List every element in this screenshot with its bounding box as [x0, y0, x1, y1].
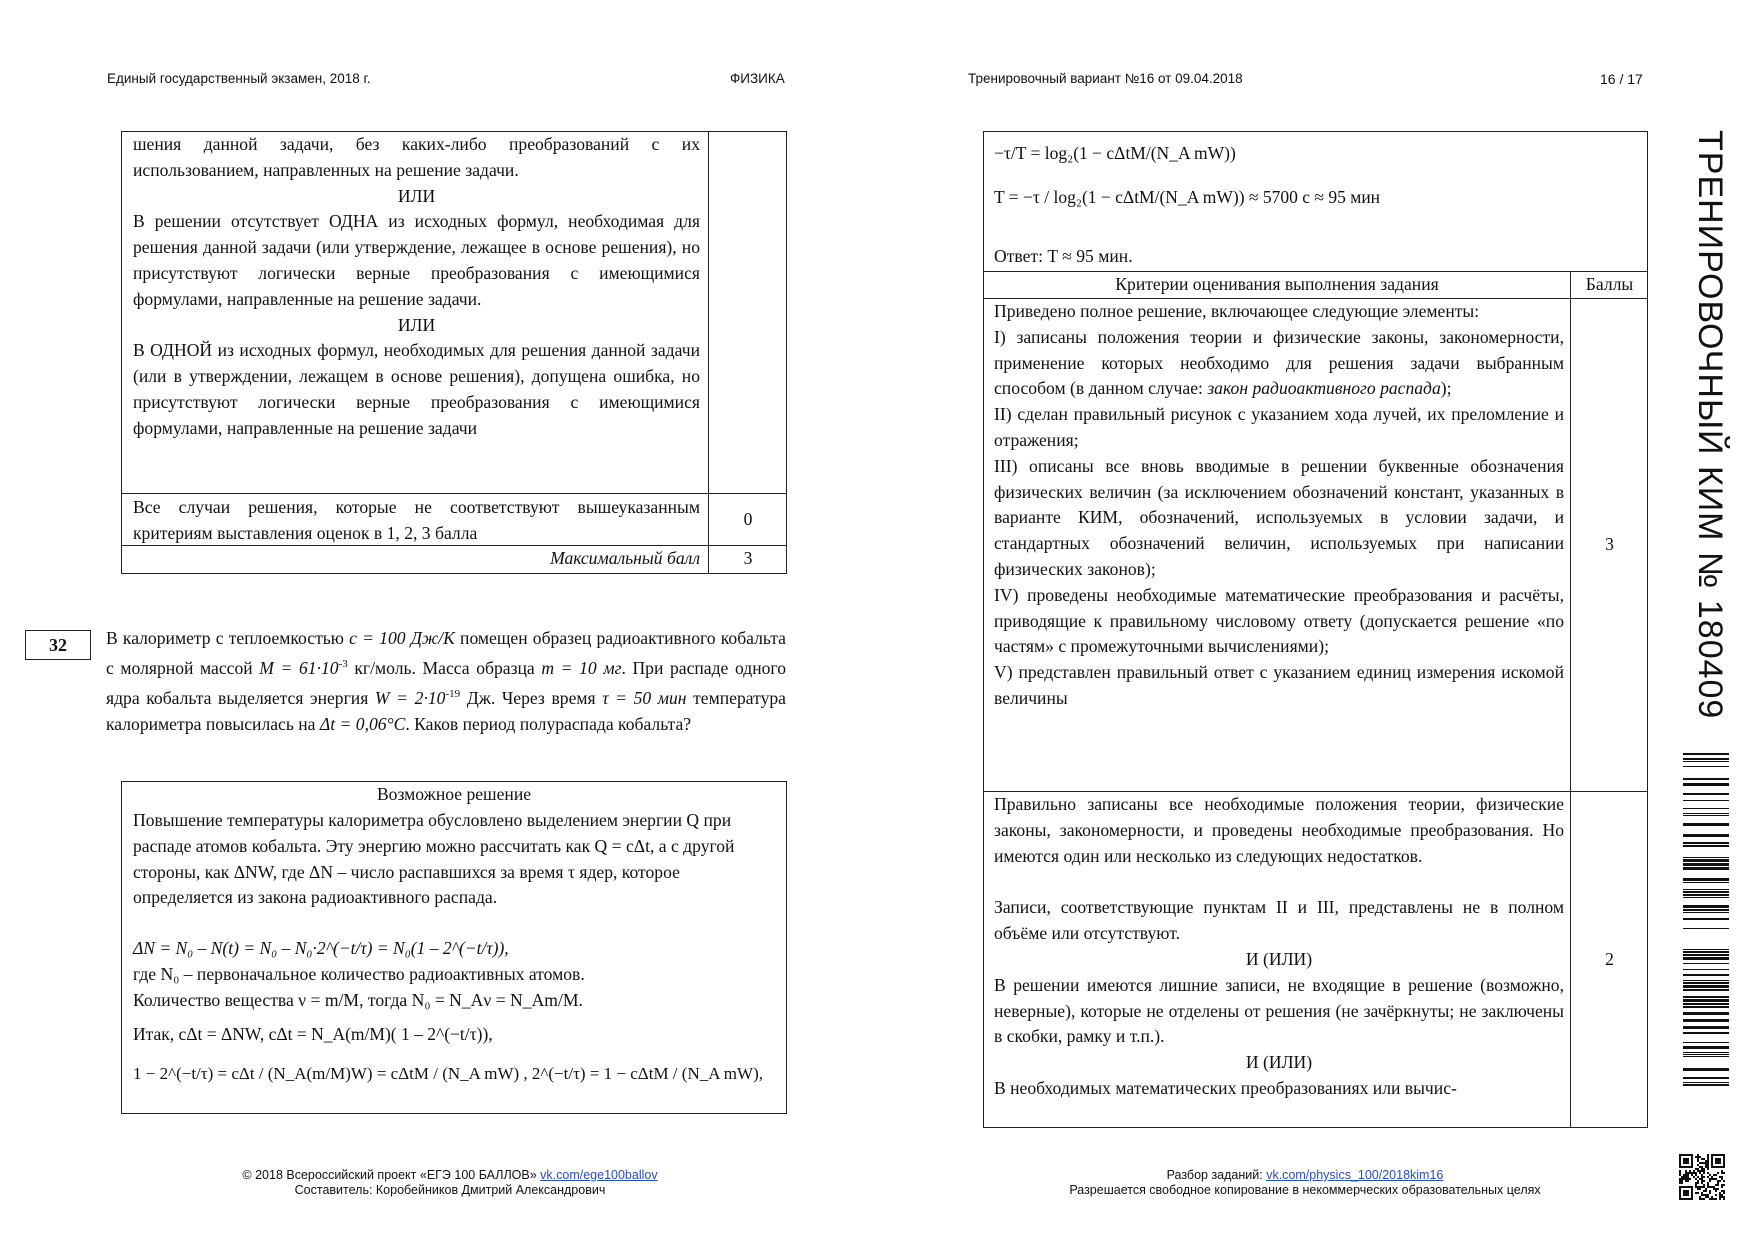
solution-paragraph-3: Количество вещества ν = m/M, тогда N₀ = N_Aν = N_Am/M. [133, 990, 583, 1010]
left-criteria-table [121, 131, 787, 574]
solution-title: Возможное решение [376, 784, 532, 804]
right-criteria-table [983, 131, 1648, 1128]
answer: Ответ: T ≈ 95 мин. [994, 246, 1133, 266]
footer-link-analysis[interactable]: vk.com/physics_100/2018kim16 [1266, 1168, 1444, 1182]
formula-log: −τ/T = log₂(1 − cΔtM/(N_A mW)) [994, 143, 1236, 163]
page-number: 16 / 17 [1600, 71, 1643, 87]
score-2: 2 [1605, 949, 1614, 969]
criteria-header: Критерии оценивания выполнения задания [1115, 274, 1439, 294]
criteria-score-3: Приведено полное решение, включающее следующие элементы: I) записаны положения теории и физические законы, закономерности, применение которых необходимо для решения задачи выбранным способом (в данном случае: закон радиоактивного распада); II) сделан правильный рисунок с указанием хода лучей, их преломление и отражения; III) описаны все вновь вводимые в решении буквенные обозначения физических величин (за исключением обозначений констант, указанных в варианте КИМ, обозначений, используемых в условии задачи, и стандартных обозначений величин, используемых при написании физических законов); IV) проведены необходимые математические преобразования и расчёты, приводящие к правильному числовому ответу (допускается решение «по частям» с промежуточными вычислениями); V) представлен правильный ответ с указанием единиц измерения искомой величины [994, 301, 1564, 708]
footer-right: Разбор заданий: vk.com/physics_100/2018kim16 Разрешается свободное копирование в некоммерческих образовательных целях [1069, 1168, 1541, 1197]
header-left: Единый государственный экзамен, 2018 г. [107, 71, 371, 86]
footer-left: © 2018 Всероссийский проект «ЕГЭ 100 БАЛЛОВ» vk.com/ege100ballov Составитель: Коробейников Дмитрий Александрович [242, 1168, 658, 1197]
score-0: 0 [743, 509, 753, 529]
qr-code-image [1679, 1154, 1725, 1200]
formula-energy: Итак, cΔt = ΔNW, cΔt = N_A(m/M)( 1 – 2^(−t/τ)), [133, 1024, 493, 1044]
max-score-label: Максимальный балл [550, 548, 700, 568]
problem-text: В калориметр с теплоемкостью c = 100 Дж/К помещен образец радиоактивного кобальта с молярной массой $M = 61\cdot 10^{-3}$ кг/моль. Масса образца m = 10 мг. При распаде одного ядра кобальта выделяется энергия $W = 2\cdot 10^{-19}$ Дж. Через время τ = 50 мин температура калориметра повысилась на Δt = 0,06°С. Каков период полураспада кобальта? [106, 628, 786, 734]
formula-decay: ΔN = N₀ – N(t) = N₀ – N₀·2^(−t/τ) = N₀(1 – 2^(−t/τ)), [133, 938, 509, 958]
problem-number: 32 [49, 635, 67, 655]
barcode-image [1683, 753, 1729, 1098]
score-header: Баллы [1585, 274, 1634, 294]
criteria-row-0: Все случаи решения, которые не соответствуют вышеуказанным критериям выставления оценок в 1, 2, 3 балла [133, 497, 700, 543]
criteria-score-2: Правильно записаны все необходимые положения теории, физические законы, закономерности, и проведены необходимые преобразования. Но имеются один или несколько из следующих недостатков. Записи, соответствующие пунктам II и III, представлены не в полном объёме или отсутствуют. И (ИЛИ) В решении имеются лишние записи, не входящие в решение (возможно, неверные), которые не отделены от решения (не зачёркнуты; не заключены в скобки, рамку и т.п.). И (ИЛИ) В необходимых математических преобразованиях или вычис- [994, 794, 1564, 1098]
solution-paragraph-1: Повышение температуры калориметра обусловлено выделением энергии Q при распаде атомов кобальта. Эту энергию можно рассчитать как Q = cΔt, а с другой стороны, как ΔNW, где ΔN – число распавшихся за время τ ядер, которое определяется из закона радиоактивного распада. [133, 810, 735, 908]
score-3: 3 [1605, 534, 1614, 554]
problem-number-box [25, 630, 91, 660]
max-score-value: 3 [743, 548, 753, 568]
header-subject: ФИЗИКА [730, 71, 785, 86]
formula-fraction: 1 − 2^(−t/τ) = cΔt / (N_A(m/M)W) = cΔtM / (N_A mW) , 2^(−t/τ) = 1 − cΔtM / (N_A mW), [133, 1064, 763, 1083]
header-variant: Тренировочный вариант №16 от 09.04.2018 [968, 71, 1243, 86]
solution-paragraph-2: где N₀ – первоначальное количество радиоактивных атомов. [133, 964, 585, 984]
vertical-title: ТРЕНИРОВОЧНЫЙ КИМ № 180409 [1691, 130, 1729, 720]
formula-half-life: T = −τ / log₂(1 − cΔtM/(N_A mW)) ≈ 5700 с ≈ 95 мин [994, 187, 1381, 207]
footer-link-ege100[interactable]: vk.com/ege100ballov [540, 1168, 658, 1182]
criteria-row-1: шения данной задачи, без каких-либо преобразований с их использованием, направленных на решение задачи. ИЛИ В решении отсутствует ОДНА из исходных формул, необходимая для решения данной задачи (или утверждение, лежащее в основе решения), но присутствуют логически верные преобразования с имеющимися формулами, направленные на решение задачи. ИЛИ В ОДНОЙ из исходных формул, необходимых для решения данной задачи (или в утверждении, лежащем в основе решения), допущена ошибка, но присутствуют логически верные преобразования с имеющимися формулами, направленные на решение задачи [133, 134, 700, 438]
solution-box [121, 781, 787, 1114]
